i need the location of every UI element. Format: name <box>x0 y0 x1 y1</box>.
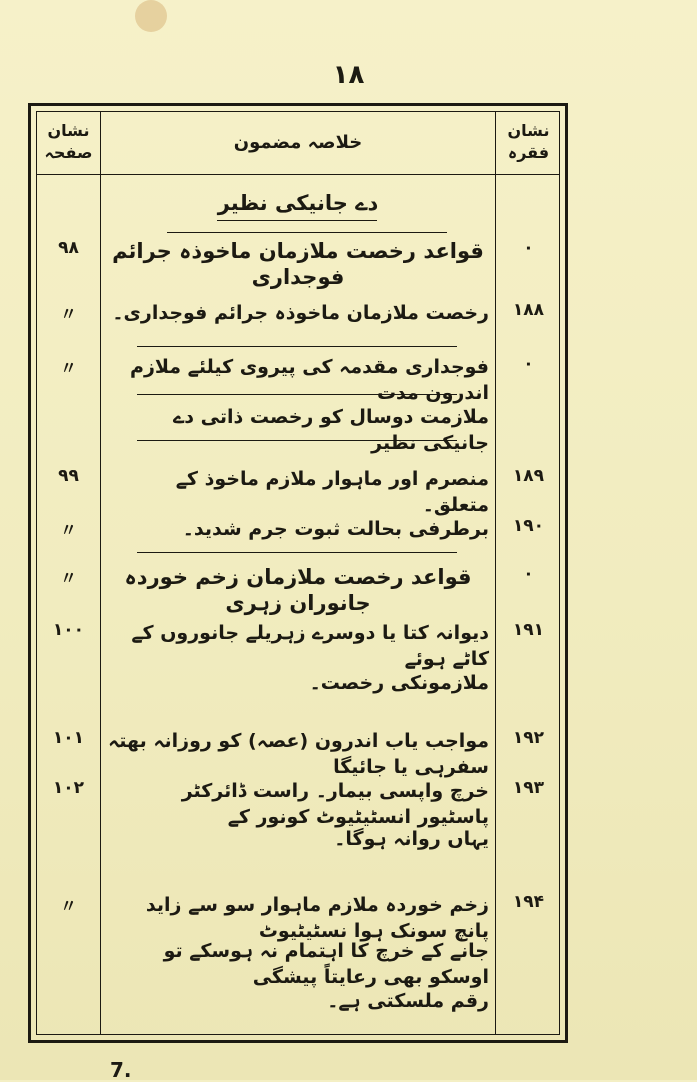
row-page-number: 〃 <box>60 569 77 589</box>
row-text: قواعد رخصت ملازمان ماخوذہ جرائم فوجداری <box>112 239 484 289</box>
row-text: رقم ملسکتی ہے۔ <box>327 990 489 1012</box>
row-page-number: 〃 <box>60 521 77 541</box>
row-para-number: ۱۹۱ <box>512 620 545 640</box>
row-page-number: ۱۰۱ <box>52 728 85 748</box>
row-text: جانے کے خرچ کا اہتمام نہ ہوسکے تو اوسکو بھی رعایتاً پیشگی <box>163 940 489 988</box>
row-page-number: ۹۸ <box>58 238 79 258</box>
row-text: ملازمت دوسال کو رخصت ذاتی دے جانیکی نظیر <box>173 406 489 454</box>
header-page-column: نشان صفحہ <box>44 121 93 162</box>
index-table <box>28 103 568 1043</box>
index-table-inner <box>36 111 560 1035</box>
row-text: منصرم اور ماہوار ملازم ماخوذ کے متعلق۔ <box>175 468 489 516</box>
row-text: ملازمونکی رخصت۔ <box>309 672 489 694</box>
row-page-number: ۱۰۰ <box>52 620 85 640</box>
row-para-number: ۰ <box>523 354 534 374</box>
paper-stain <box>135 0 167 32</box>
row-para-number: ۱۹۳ <box>512 778 545 798</box>
row-para-number: ۰ <box>523 564 534 584</box>
row-para-number: ۱۹۴ <box>512 892 545 912</box>
header-subject-column: خلاصہ مضمون <box>233 132 363 153</box>
row-text: یہاں روانہ ہوگا۔ <box>334 828 489 850</box>
row-text: رخصت ملازمان ماخوذہ جرائم فوجداری۔ <box>112 302 489 324</box>
row-text: فوجداری مقدمہ کی پیروی کیلئے ملازم اندرون مدت <box>130 356 489 404</box>
row-text: دیوانہ کتا یا دوسرے زہریلے جانوروں کے کاٹے ہوئے <box>131 622 489 670</box>
footer-mark: 7. <box>110 1058 132 1082</box>
header-para-column: نشان فقرہ <box>507 121 550 162</box>
row-text: زخم خوردہ ملازم ماہوار سو سے زاید پانچ سونک ہوا نسٹیٹیوٹ <box>145 894 489 942</box>
row-para-number: ۰ <box>523 238 534 258</box>
row-page-number: 〃 <box>60 897 77 917</box>
row-text: خرچ واپسی بیمار۔ راست ڈائرکٹر پاسٹیور انسٹیٹیوٹ کونور کے <box>181 780 489 828</box>
underline <box>137 394 457 395</box>
row-para-number: ۱۹۲ <box>512 728 545 748</box>
row-text: دے جانیکی نظیر <box>217 191 379 215</box>
row-para-number: ۱۹۰ <box>512 516 545 536</box>
overline <box>137 346 457 347</box>
header-divider <box>37 174 559 175</box>
page-column-divider <box>100 112 101 1034</box>
underline <box>137 440 457 441</box>
overline <box>167 232 447 233</box>
page-number: ۱۸ <box>332 60 365 90</box>
row-para-number: ۱۸۹ <box>512 466 545 486</box>
row-text: مواجب یاب اندرون (عصہ) کو روزانہ بھتہ سفرہی یا جائیگا <box>108 730 489 778</box>
row-text: برطرفی بحالت ثبوت جرم شدید۔ <box>182 518 489 540</box>
row-page-number: 〃 <box>60 305 77 325</box>
underline <box>217 220 377 221</box>
row-page-number: ۱۰۲ <box>52 778 85 798</box>
overline <box>137 552 457 553</box>
row-text: قواعد رخصت ملازمان زخم خوردہ جانوران زہری <box>124 565 472 615</box>
row-para-number: ۱۸۸ <box>512 300 545 320</box>
row-page-number: 〃 <box>60 359 77 379</box>
row-page-number: ۹۹ <box>58 466 79 486</box>
